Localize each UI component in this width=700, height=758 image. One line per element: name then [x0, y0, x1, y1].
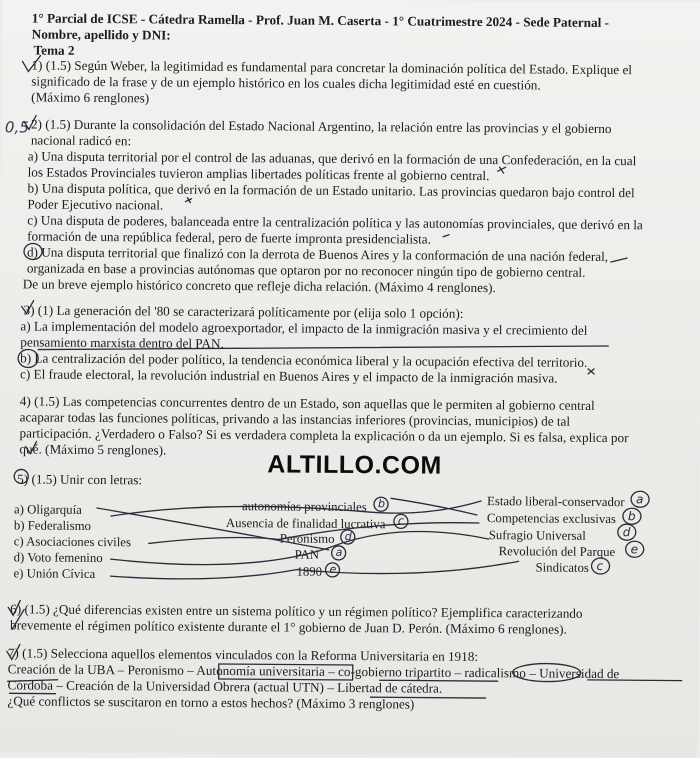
q4-line-4: qué. (Máximo 5 renglones). — [19, 441, 166, 457]
q5-right-5: Sindicatos — [535, 560, 588, 574]
q3-option-b: b) La centralización del poder político, la tendencia económica liberal y la ocupación efectiva del territorio. — [20, 350, 587, 369]
mark-right-1: a — [636, 492, 643, 506]
q7-line-3: Córdoba – Creación de la Universidad Obrera (actual UTN) – Libertad de cátedra. — [8, 677, 443, 695]
q2-option-c-1: c) Una disputa de poderes, balanceada entre la centralización política y las autonomías provinciales, que derivó en la — [27, 212, 643, 232]
q1-line-3: (Máximo 6 renglones) — [31, 89, 149, 105]
q2-a-mark — [498, 167, 506, 173]
q5-middle-1: autonomías provinciales — [242, 499, 367, 514]
q3-line-1: 3) (1) La generación del '80 se caracterizará políticamente por (elija solo 1 opción): — [23, 302, 463, 320]
q5-middle-4: PAN — [295, 548, 320, 562]
mark-right-4: e — [631, 542, 639, 556]
q5-right-1: Estado liberal-conservador — [487, 494, 625, 509]
q5-left-c: c) Asociaciones civiles — [14, 534, 131, 549]
q5-prompt: 5) (1.5) Unir con letras: — [17, 471, 142, 487]
mark-middle-5: e — [329, 563, 336, 576]
q2-option-d-1: d) Una disputa territorial que finalizó con la derrota de Buenos Aires y la conformación de una nación federal, — [27, 244, 608, 264]
mark-middle-4: a — [336, 546, 343, 559]
q2-c-mark — [443, 235, 449, 237]
q3-c-mark — [588, 369, 594, 374]
q5-right-2: Competencias exclusivas — [487, 511, 616, 526]
q5-left-b: b) Federalismo — [14, 518, 91, 533]
tema-label: Tema 2 — [34, 43, 75, 58]
q3-option-c: c) El fraude electoral, la revolución industrial en Buenos Aires y el impacto de la inmigración masiva. — [20, 366, 558, 385]
score-q2: 0,5 — [5, 118, 29, 136]
q2-option-a-2: los Estados Provinciales tuvieron amplias libertades políticas frente al gobierno central. — [28, 164, 490, 183]
student-name-label: Nombre, apellido y DNI: — [32, 26, 171, 42]
q2-line-2: nacional radicó en: — [31, 132, 131, 148]
mark-middle-3: d — [345, 530, 352, 543]
q5-middle-3: Peronismo — [280, 531, 335, 545]
q2-option-a-1: a) Una disputa territorial por el control de las aduanas, que derivó en la formación de una Confederación, en la cual — [28, 148, 637, 168]
q2-b-mark — [185, 198, 191, 203]
q2-line-final: De un breve ejemplo histórico concreto que refleje dicha relación. (Máximo 4 renglones). — [23, 276, 496, 295]
q7-line-2: Creación de la UBA – Peronismo – Autonomía universitaria – co-gobierno tripartito – radicalismo – Universidad de — [8, 661, 620, 681]
match-line-f — [391, 498, 477, 515]
q4-line-1: 4) (1.5) Las competencias concurrentes dentro de un Estado, son aquellas que le permiten al gobierno central — [20, 393, 595, 413]
q2-option-b-1: b) Una disputa política, que derivó en la formación de un Estado unitario. Las provincias quedaron bajo control del — [27, 180, 634, 200]
mark-middle-1: b — [378, 497, 385, 510]
q5-middle-5: 1890 — [296, 565, 322, 579]
q5-left-e: e) Unión Cívica — [13, 566, 95, 581]
mark-right-2: b — [628, 509, 636, 523]
q4-line-2: acaparar todas las funciones políticas, privando a las instancias inferiores (provincias, municipios) de tal — [20, 409, 571, 428]
header-line: 1° Parcial de ICSE - Cátedra Ramella - Prof. Juan M. Caserta - 1° Cuatrimestre 2024 - Sede Paternal - — [32, 10, 609, 30]
q2-option-d-2: organizada en base a provincias autónomas que optaron por no reconocer ningún tipo de gobierno central. — [27, 260, 586, 279]
q5-right-3: Sufragio Universal — [489, 528, 586, 543]
q5-left-a: a) Oligarquía — [14, 502, 82, 517]
q2-d-mark — [611, 258, 627, 262]
q2-line-1: 2) (1.5) Durante la consolidación del Estado Nacional Argentino, la relación entre las provincias y el gobierno — [31, 116, 612, 136]
watermark: ALTILLO.COM — [267, 450, 442, 480]
q2-option-c-2: formación de una república federal, pero de fuerte impronta presidencialista. — [27, 228, 431, 246]
q6-line-1: 6) (1.5) ¿Qué diferencias existen entre un sistema político y un régimen político? Ejemplifica caracterizando — [10, 601, 582, 620]
q3-option-a-1: a) La implementación del modelo agroexportador, el impacto de la inmigración masiva y el crecimiento del — [20, 318, 587, 337]
q5-middle-2: Ausencia de finalidad lucrativa — [226, 516, 386, 531]
q3-option-a-2: pensamiento marxista dentro del PAN. — [20, 334, 224, 351]
mark-right-3: d — [623, 525, 631, 539]
q2-option-b-2: Poder Ejecutivo nacional. — [27, 196, 163, 212]
mark-right-5: c — [596, 559, 603, 573]
q6-line-2: brevemente el régimen político existente durante el 1° gobierno de Juan D. Perón. (Máximo 6 renglones). — [10, 617, 567, 636]
q7-line-4: ¿Qué conflictos se suscitaron en torno a estos hechos? (Máximo 3 renglones) — [7, 693, 414, 711]
q1-line-1: 1) (1.5) Según Weber, la legitimidad es fundamental para concretar la dominación política del Estado. Explique el — [31, 57, 632, 77]
q1-line-2: significado de la frase y de un ejemplo histórico en los cuales dicha legitimidad esté en cuestión. — [31, 73, 541, 92]
q7-line-1: 7) (1.5) Selecciona aquellos elementos vinculados con la Reforma Universitaria en 1918: — [8, 645, 478, 664]
mark-middle-2: c — [398, 514, 404, 527]
q4-line-3: participación. ¿Verdadero o Falso? Si es verdadera completa la explicación o da un ejemplo. Si es falsa, explica por — [20, 425, 629, 445]
q5-right-4: Revolución del Parque — [499, 544, 616, 559]
q5-left-d: d) Voto femenino — [14, 550, 103, 565]
